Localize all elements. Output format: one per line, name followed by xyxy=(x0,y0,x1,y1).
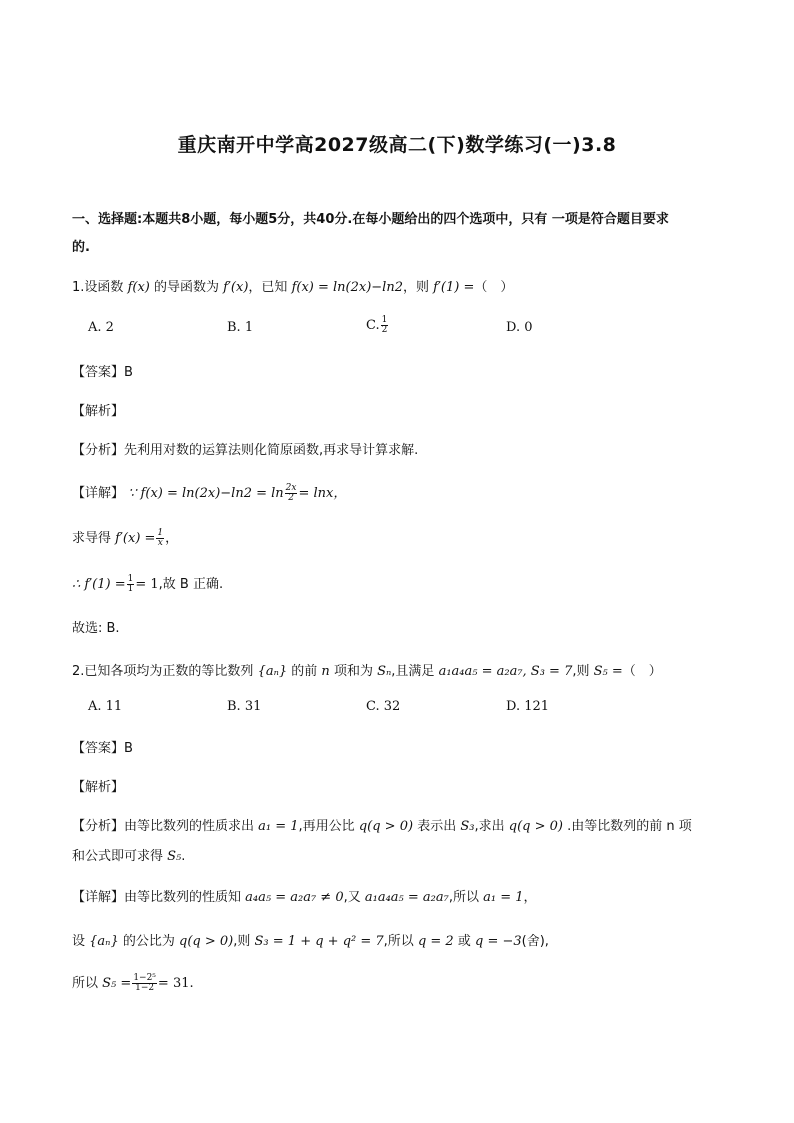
page-title: 重庆南开中学高2027级高二(下)数学练习(一)3.8 xyxy=(177,134,617,156)
math-detail-b: = lnx， xyxy=(298,486,347,501)
math-equation: f(x) = ln(2x)−ln2 xyxy=(291,280,403,295)
q1-analysis-label: 【解析】 xyxy=(72,404,125,419)
q1-therefore: ∴ f′(1) = $\frac{1}{1}$ = 1,故 B 正确. xyxy=(72,574,224,594)
q2-detail-line3: 所以 S₅ = $\frac{\text{1−2⁵}}{1-2}$ = 31. xyxy=(72,973,194,993)
math-therefore: ∴ f′(1) = xyxy=(72,577,126,592)
q1-choose: 故选: B. xyxy=(72,621,120,636)
q1-detail xyxy=(72,482,346,503)
q2-detail-line2: 设 {aₙ} 的公比为 q(q > 0),则 S₃ = 1 + q + q² = 7,所以 q = 2 或 q = −3(舍), xyxy=(72,934,549,949)
q1-fenxi: 【分析】先利用对数的运算法则化简原函数,再求导计算求解. xyxy=(72,443,419,458)
question-number: 1. xyxy=(72,280,85,295)
math-fx: f(x) xyxy=(127,280,150,295)
q2-fenxi-line1: 【分析】由等比数列的性质求出 a₁ = 1,再用公比 q(q > 0) 表示出 S₃,求出 q(q > 0) .由等比数列的前 n 项 xyxy=(72,819,692,834)
q2-answer: 【答案】B xyxy=(72,741,133,756)
stem-text: ，已知 xyxy=(248,280,288,295)
option-label: C. xyxy=(366,318,380,333)
section-header-line2: 的. xyxy=(72,240,90,255)
math-question: f′(1) = xyxy=(433,280,475,295)
q1-option-b: B. 1 xyxy=(227,320,254,335)
fraction: $\frac{2x}{2}$ xyxy=(285,483,297,503)
fraction: $\frac{\text{1−2⁵}}{1-2}$ xyxy=(133,973,156,993)
stem-text: （ ） xyxy=(474,280,514,295)
stem-text: ，则 xyxy=(402,280,429,295)
fraction: $\frac{1}{2}$ xyxy=(381,315,388,335)
q2-option-d: D. 121 xyxy=(506,699,550,714)
q2-option-b: B. 31 xyxy=(227,699,262,714)
math-deriv: f′(x) = xyxy=(115,531,156,546)
math-fpx: f′(x) xyxy=(223,280,249,295)
q2-option-a: A. 11 xyxy=(88,699,123,714)
math-detail-a: ∵ f(x) = ln(2x)−ln2 = ln xyxy=(128,486,284,501)
q1-option-c xyxy=(366,316,389,335)
q2-analysis-label: 【解析】 xyxy=(72,780,125,795)
question-2-stem: 2.已知各项均为正数的等比数列 {aₙ} 的前 n 项和为 Sₙ,且满足 a₁a₄a₅ = a₂a₇, S₃ = 7,则 S₅ =（ ） xyxy=(72,664,662,679)
detail-label: 【详解】 xyxy=(72,486,125,501)
q2-option-c: C. 32 xyxy=(366,699,401,714)
question-number: 2. xyxy=(72,664,85,679)
question-1-stem xyxy=(72,276,513,295)
fraction: $\frac{1}{1}$ xyxy=(127,574,134,594)
q1-option-d: D. 0 xyxy=(506,320,533,335)
q1-option-a: A. 2 xyxy=(88,320,114,335)
stem-text: 设函数 xyxy=(84,280,124,295)
q1-answer: 【答案】B xyxy=(72,365,133,380)
q2-fenxi-line2: 和公式即可求得 S₅. xyxy=(72,849,186,864)
stem-text: 的导函数为 xyxy=(154,280,220,295)
q2-detail-line1: 【详解】由等比数列的性质知 a₄a₅ = a₂a₇ ≠ 0,又 a₁a₄a₅ = a₂a₇,所以 a₁ = 1， xyxy=(72,890,537,905)
fraction: $\frac{1}{x}$ xyxy=(157,528,164,548)
deriv-text: 求导得 xyxy=(72,531,112,546)
section-header-line1: 一、选择题:本题共8小题，每小题5分，共40分.在每小题给出的四个选项中，只有 一项是符合题目要求 xyxy=(72,212,669,227)
q1-derivative: 求导得 f′(x) = $\frac{1}{x}$ ， xyxy=(72,528,179,548)
